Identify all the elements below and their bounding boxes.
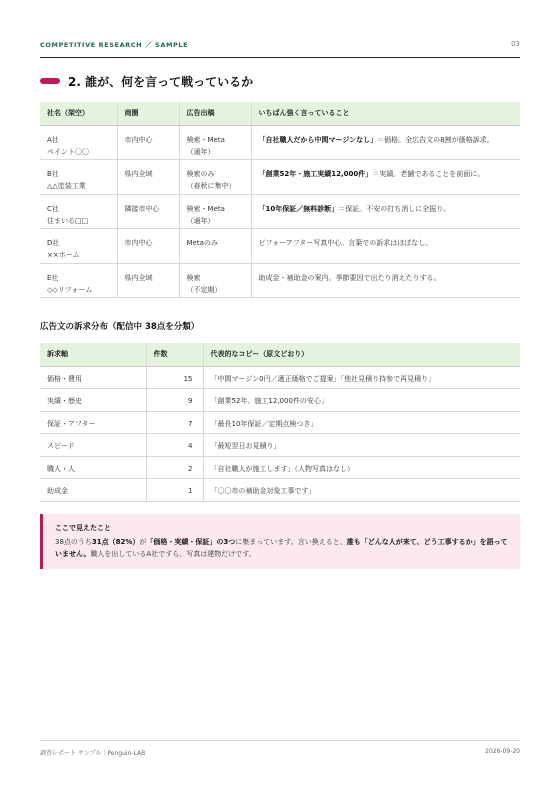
table-row (40, 434, 520, 457)
table-row (40, 229, 520, 264)
callout-text: 職人を出しているA社ですら、写真は建物だけです。 (90, 550, 256, 558)
company-id: D社 (47, 239, 60, 248)
callout-emphasis: 31点（82%） (91, 538, 140, 546)
company-cell (40, 229, 117, 264)
message-text: 助成金・補助金の案内。季節要因で出たり消えたりする。 (258, 273, 441, 282)
table-row (40, 194, 520, 229)
copy-cell: 「最長10年保証／定期点検つき」 (203, 411, 520, 434)
axis-cell: 保証・アフター (40, 411, 146, 434)
company-cell (40, 194, 117, 229)
table-row (40, 389, 520, 412)
company-cell (40, 263, 117, 298)
area-cell: 県内全域 (117, 263, 179, 298)
callout-text: に集まっています。言い換えると、 (235, 538, 347, 546)
col-header-copy: 代表的なコピー（原文どおり） (203, 343, 520, 366)
copy-cell: 「中間マージン0円／適正価格でご提案」「他社見積り持参で再見積り」 (203, 366, 520, 389)
message-cell (251, 160, 520, 195)
col-header-area: 商圏 (117, 102, 179, 125)
footer-source: 調査レポート サンプル｜Penguin-LAB (40, 750, 146, 757)
ads-channel: 検索のみ (186, 170, 215, 179)
count-cell: 7 (146, 411, 203, 434)
count-cell: 2 (146, 456, 203, 479)
axis-cell: スピード (40, 434, 146, 457)
copy-cell: 「創業52年、施工12,000件の安心」 (203, 389, 520, 412)
table-row (40, 456, 520, 479)
axis-cell: 価格・費用 (40, 366, 146, 389)
company-name: ××ホーム (47, 251, 80, 260)
message-text: ＝価格。全広告文の8割が価格訴求。 (377, 135, 494, 144)
ads-cell (179, 125, 251, 160)
area-cell: 市内中心 (117, 229, 179, 264)
ads-channel: 検索 (186, 273, 201, 282)
competitor-table (40, 102, 520, 298)
company-cell (40, 160, 117, 195)
copy-cell: 「自社職人が施工します」（人物写真はなし） (203, 456, 520, 479)
count-cell: 1 (146, 479, 203, 502)
accent-pill (40, 78, 60, 84)
col-header-ads: 広告出稿 (179, 102, 251, 125)
distribution-table (40, 343, 520, 502)
message-cell (251, 263, 520, 298)
ads-period: （春秋に集中） (186, 182, 236, 191)
axis-cell: 実績・歴史 (40, 389, 146, 412)
insight-callout (40, 514, 520, 569)
company-name: △△塗装工業 (47, 182, 86, 191)
message-cell (251, 229, 520, 264)
table-row (40, 411, 520, 434)
callout-emphasis: 「価格・実績・保証」の3つ (146, 538, 236, 546)
ads-cell (179, 160, 251, 195)
area-cell: 市内中心 (117, 125, 179, 160)
message-emphasis: 「自社職人だから中間マージンなし」 (258, 135, 378, 144)
company-name: 住まいる□□ (47, 216, 89, 225)
message-text: ＝実績。老舗であることを前面に。 (372, 170, 485, 179)
message-text: ＝保証。不安の打ち消しに全振り。 (338, 204, 451, 213)
ads-period: （通年） (186, 216, 215, 225)
table-row (40, 125, 520, 160)
table-row (40, 263, 520, 298)
copy-cell: 「最短翌日お見積り」 (203, 434, 520, 457)
page-header (40, 38, 520, 58)
page-footer (40, 740, 520, 760)
area-cell: 県内全域 (117, 160, 179, 195)
section-title (40, 72, 253, 90)
ads-cell (179, 229, 251, 264)
callout-text: が (139, 538, 147, 546)
company-id: A社 (47, 135, 59, 144)
section-heading: 2. 誰が、何を言って戦っているか (68, 74, 254, 89)
ads-period: （通年） (186, 147, 215, 156)
ads-channel: Metaのみ (186, 239, 218, 248)
axis-cell: 助成金 (40, 479, 146, 502)
ads-channel: 検索・Meta (186, 135, 225, 144)
company-id: E社 (47, 273, 59, 282)
company-id: B社 (47, 170, 59, 179)
message-text: ビフォーアフター写真中心。言葉での訴求はほぼなし。 (258, 239, 433, 248)
message-cell (251, 194, 520, 229)
footer-date: 2026-09-20 (485, 748, 520, 755)
distribution-title: 広告文の訴求分布（配信中 38点を分類） (40, 322, 200, 332)
ads-cell (179, 263, 251, 298)
callout-title: ここで見えたこと (55, 524, 111, 532)
message-cell (251, 125, 520, 160)
copy-cell: 「〇〇市の補助金対象工事です」 (203, 479, 520, 502)
callout-emphasis: 誰も「どんな人が来て、どう工事するか」を語っていません。 (55, 538, 508, 558)
company-name: ◇◇リフォーム (47, 285, 93, 294)
callout-text: 38点のうち (55, 538, 92, 546)
table-row (40, 366, 520, 389)
col-header-message: いちばん強く言っていること (251, 102, 520, 125)
message-emphasis: 「創業52年・施工実績12,000件」 (258, 170, 373, 179)
ads-channel: 検索・Meta (186, 204, 225, 213)
page-number: 03 (511, 40, 520, 48)
table-row (40, 160, 520, 195)
company-name: ペイント〇〇 (47, 147, 89, 156)
header-label: COMPETITIVE RESEARCH ／ SAMPLE (40, 41, 189, 49)
ads-cell (179, 194, 251, 229)
company-cell (40, 125, 117, 160)
col-header-axis: 訴求軸 (40, 343, 146, 366)
callout-body (55, 536, 508, 560)
area-cell: 隣接市中心 (117, 194, 179, 229)
axis-cell: 職人・人 (40, 456, 146, 479)
count-cell: 4 (146, 434, 203, 457)
col-header-count: 件数 (146, 343, 203, 366)
count-cell: 15 (146, 366, 203, 389)
count-cell: 9 (146, 389, 203, 412)
ads-period: （不定期） (186, 285, 222, 294)
table-row (40, 479, 520, 502)
message-emphasis: 「10年保証／無料診断」 (258, 204, 339, 213)
company-id: C社 (47, 204, 59, 213)
col-header-company: 社名（架空） (40, 102, 117, 125)
